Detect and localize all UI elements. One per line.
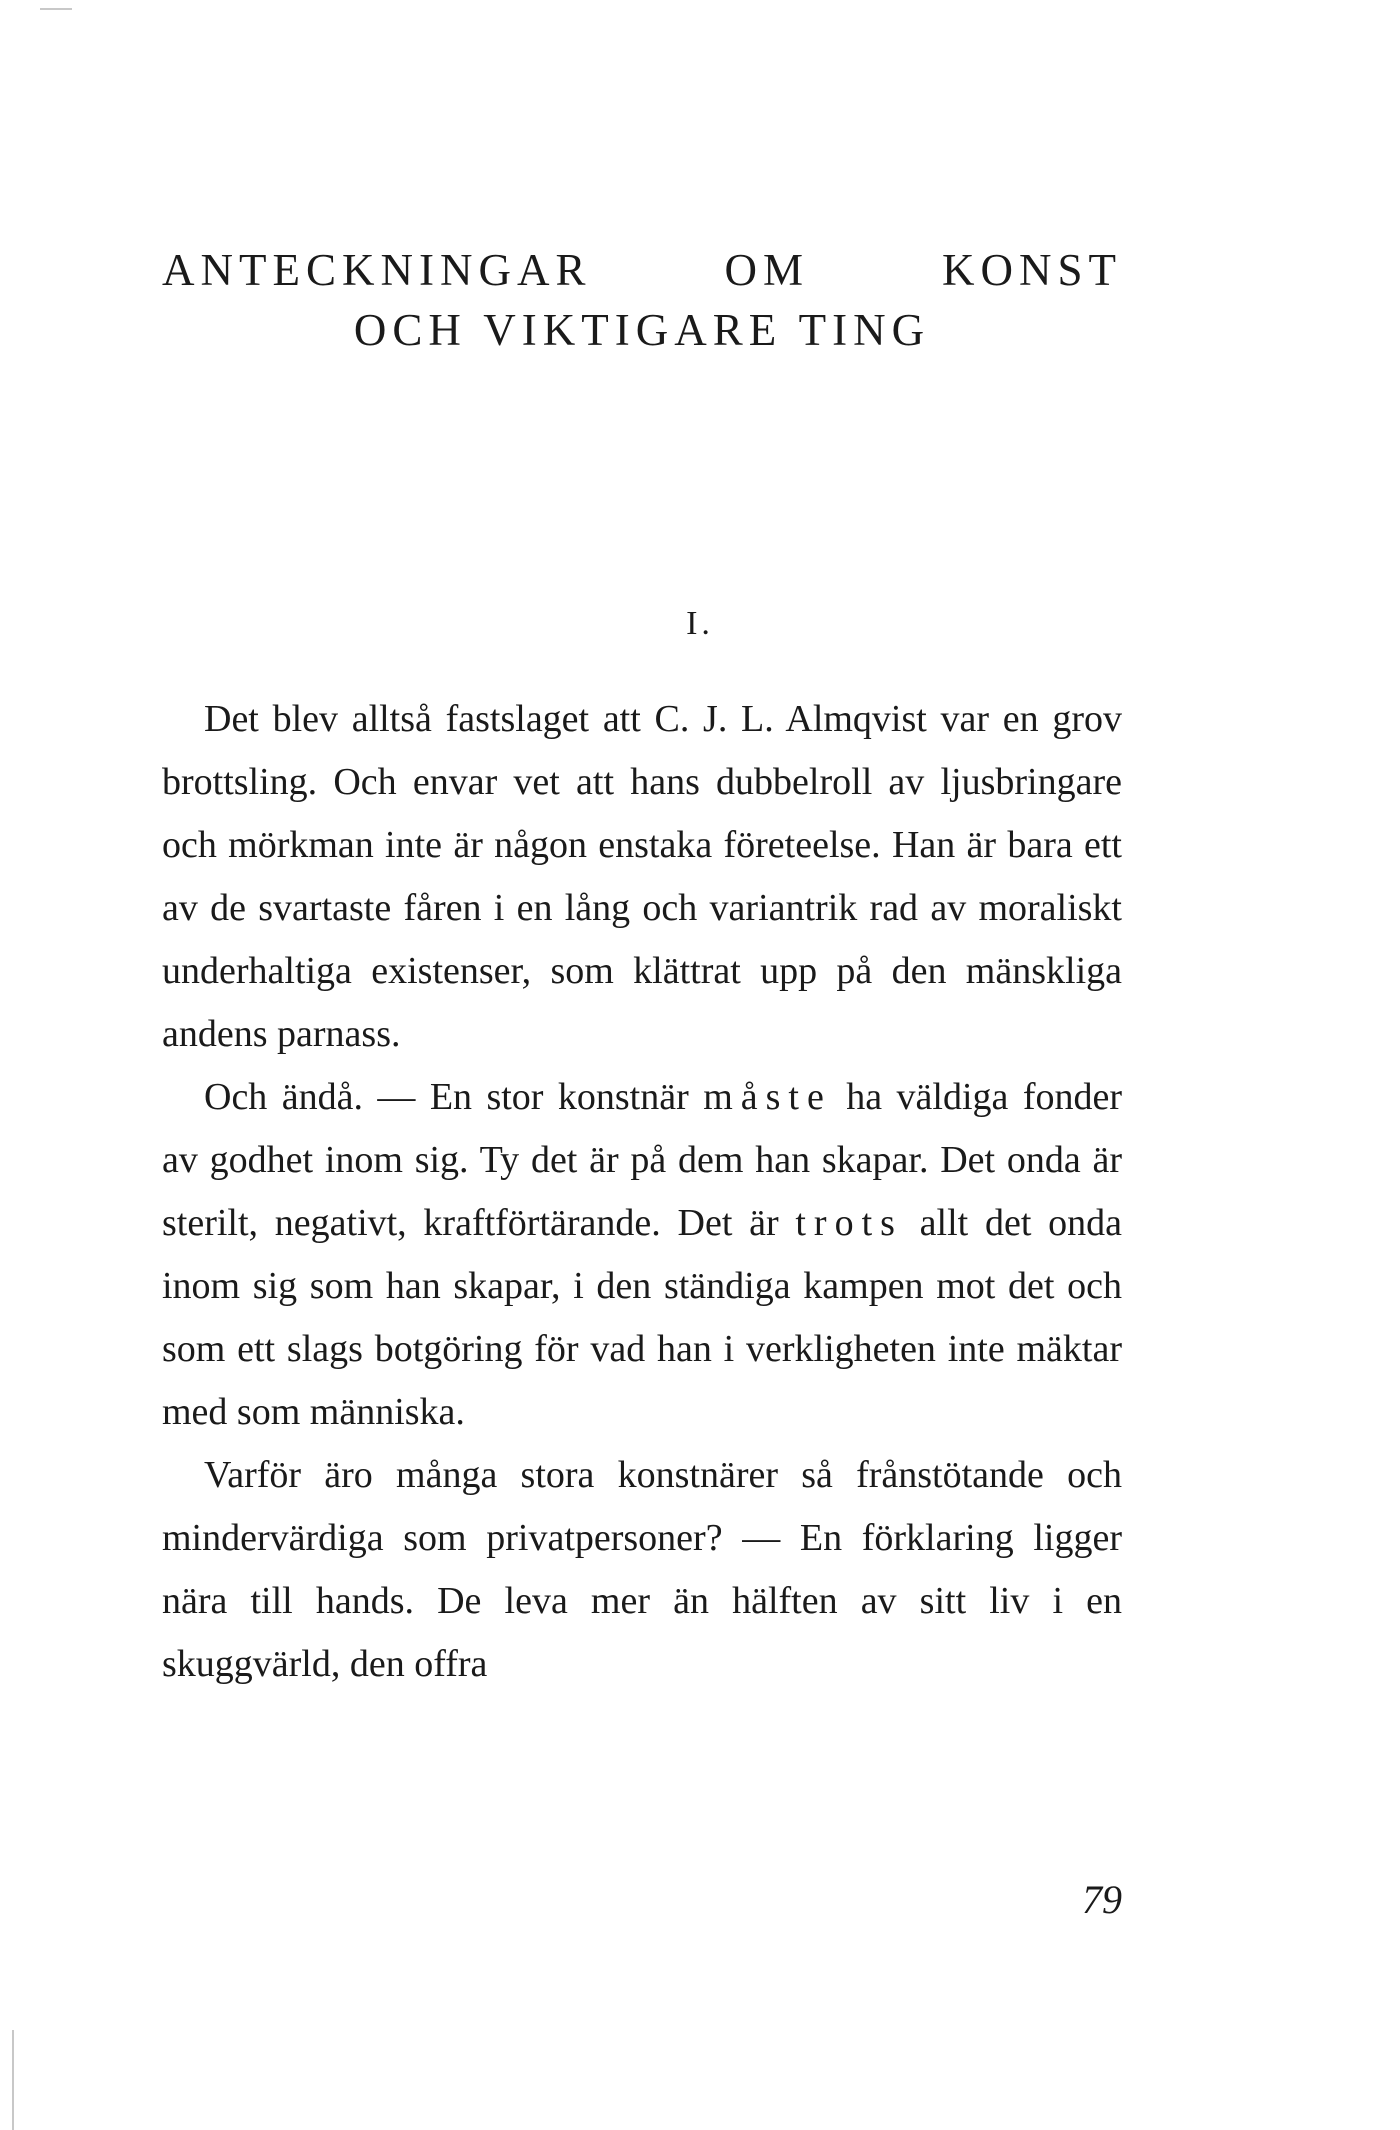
paragraph-text: Och ändå. — En stor konstnär	[204, 1076, 704, 1118]
paragraph-2	[162, 1066, 1122, 1444]
page-number: 79	[1082, 1877, 1122, 1922]
paragraph-3	[162, 1444, 1122, 1696]
section-number: I.	[686, 605, 714, 642]
emphasized-word: måste	[703, 1076, 832, 1118]
paragraph-text: Varför äro många stora konstnärer så frånstötande och mindervärdiga som privatpersoner? — En förklaring ligger nära till hands. De leva mer än hälften av sitt liv i en skuggvärld, den offra	[162, 1454, 1122, 1685]
scan-edge-mark-left	[12, 2030, 14, 2130]
emphasized-word: trots	[795, 1202, 903, 1244]
scan-edge-mark-top	[40, 8, 72, 10]
paragraph-1	[162, 688, 1122, 1066]
body-text	[162, 688, 1122, 1696]
paragraph-text: allt det onda inom sig som han skapar, i den ständiga kampen mot det och som ett slags botgöring för vad han i verkligheten inte mäktar med som människa.	[162, 1202, 1122, 1433]
paragraph-text: Det blev alltså fastslaget att C. J. L. Almqvist var en grov brottsling. Och envar vet att hans dubbelroll av ljusbringare och mörkman inte är någon enstaka företeelse. Han är bara ett av de svartaste fåren i en lång och variantrik rad av moraliskt underhaltiga existenser, som klättrat upp på den mänskliga andens parnass.	[162, 698, 1122, 1055]
paragraph-text: ha väldiga fonder av godhet inom sig. Ty det är på dem han skapar. Det onda är sterilt, negativt, kraftförtärande. Det är	[162, 1076, 1122, 1244]
chapter-title-line-2: OCH VIKTIGARE TING	[353, 305, 931, 355]
chapter-title-line-1: ANTECKNINGAR OM KONST	[162, 245, 1122, 295]
